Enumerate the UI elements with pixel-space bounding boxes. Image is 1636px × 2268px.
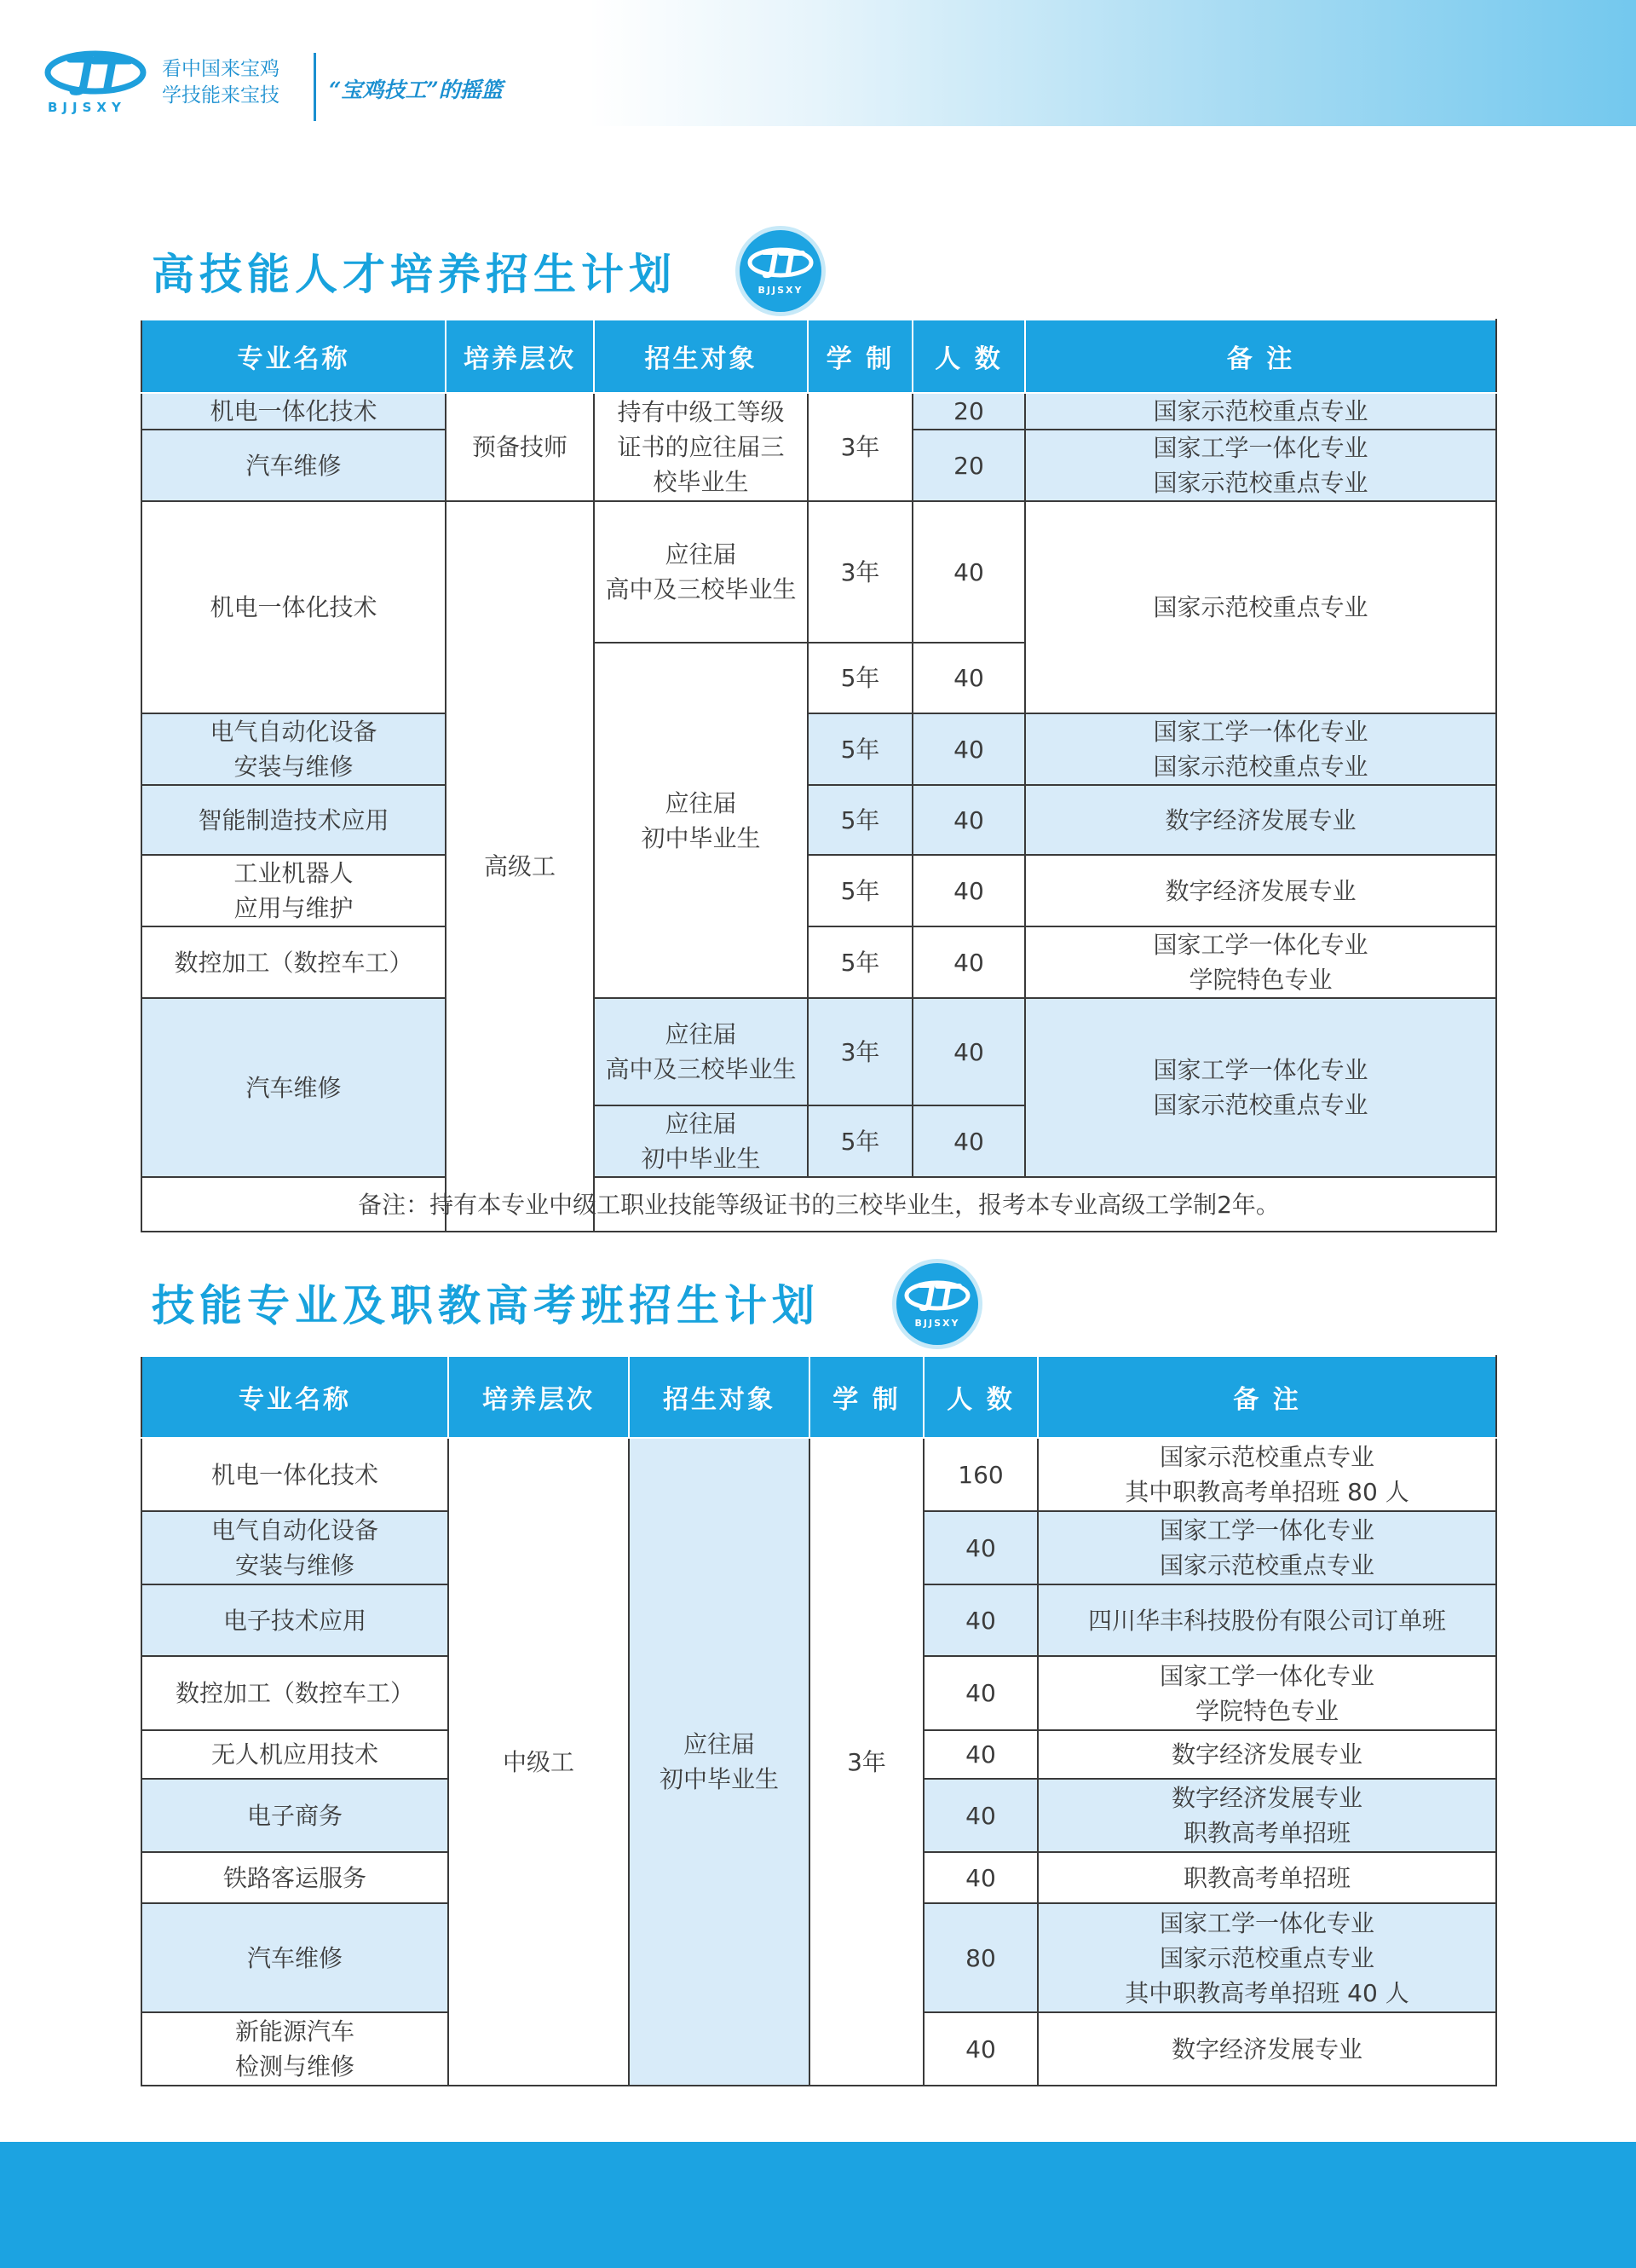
major-line: 电气自动化设备	[210, 1516, 378, 1544]
footer-bar	[0, 2142, 1636, 2268]
target-cell	[594, 501, 808, 643]
remark-line: 国家工学一体化专业	[1153, 1056, 1368, 1084]
slogan	[162, 56, 279, 109]
target-line: 应往届	[665, 1020, 737, 1048]
major-cell	[141, 855, 446, 926]
slogan-line-1: 看中国来宝鸡	[162, 58, 279, 80]
section2-badge	[896, 1263, 978, 1345]
count-cell: 40	[913, 855, 1025, 926]
count-cell: 160	[924, 1438, 1038, 1511]
major-cell: 数控加工（数控车工）	[141, 1656, 448, 1730]
table-row	[141, 713, 1496, 785]
target-line: 高中及三校毕业生	[605, 575, 797, 603]
table-header-row	[141, 320, 1496, 393]
remark-cell: 数字经济发展专业	[1038, 2012, 1496, 2086]
section2-table	[141, 1355, 1497, 2086]
header-level: 培养层次	[448, 1356, 629, 1438]
remark-line: 国家示范校重点专业	[1153, 753, 1368, 781]
major-cell: 数控加工（数控车工）	[141, 926, 446, 998]
section1-badge	[740, 230, 821, 312]
target-line: 高中及三校毕业生	[605, 1055, 797, 1083]
count-cell: 40	[913, 1105, 1025, 1177]
remark-line: 国家示范校重点专业	[1153, 1091, 1368, 1119]
count-cell: 20	[913, 430, 1025, 501]
table-row	[141, 393, 1496, 430]
count-cell: 20	[913, 393, 1025, 430]
target-line: 应往届	[665, 1110, 737, 1138]
major-cell: 电子商务	[141, 1779, 448, 1852]
remark-cell	[1038, 1656, 1496, 1730]
years-cell: 5年	[808, 855, 913, 926]
count-cell: 40	[924, 1656, 1038, 1730]
target-line: 证书的应往届三	[617, 433, 785, 461]
major-cell: 机电一体化技术	[141, 393, 446, 430]
target-cell	[594, 1105, 808, 1177]
remark-cell: 职教高考单招班	[1038, 1852, 1496, 1903]
remark-cell: 数字经济发展专业	[1025, 785, 1496, 855]
count-cell: 40	[913, 501, 1025, 643]
count-cell: 40	[924, 1852, 1038, 1903]
remark-line: 国家工学一体化专业	[1159, 1661, 1374, 1690]
major-cell: 机电一体化技术	[141, 501, 446, 713]
slogan-line-2: 学技能来宝技	[162, 84, 279, 107]
note-row	[141, 1177, 1496, 1232]
major-cell: 汽车维修	[141, 430, 446, 501]
major-line: 安装与维修	[233, 753, 354, 781]
major-cell: 铁路客运服务	[141, 1852, 448, 1903]
count-cell: 40	[924, 1584, 1038, 1656]
remark-line: 学院特色专业	[1189, 966, 1333, 994]
level-cell: 预备技师	[446, 393, 594, 501]
remark-line: 数字经济发展专业	[1171, 1784, 1362, 1812]
remark-cell	[1038, 1903, 1496, 2012]
remark-cell	[1025, 998, 1496, 1177]
school-logo	[44, 47, 150, 117]
table-row	[141, 501, 1496, 643]
header-divider	[314, 53, 316, 121]
count-cell: 40	[924, 1730, 1038, 1779]
level-cell: 中级工	[448, 1438, 629, 2086]
remark-line: 国家工学一体化专业	[1159, 1908, 1374, 1937]
remark-line: 国家示范校重点专业	[1153, 469, 1368, 497]
remark-cell	[1025, 713, 1496, 785]
major-line: 工业机器人	[233, 859, 354, 887]
major-cell: 汽车维修	[141, 998, 446, 1177]
major-cell	[141, 713, 446, 785]
badge-logo-icon	[740, 230, 821, 290]
years-cell: 5年	[808, 713, 913, 785]
remark-line: 职教高考单招班	[1183, 1819, 1351, 1847]
remark-cell	[1025, 430, 1496, 501]
badge-text: BJJSXY	[914, 1318, 960, 1329]
level-cell: 高级工	[446, 501, 594, 1232]
remark-cell	[1038, 1438, 1496, 1511]
major-cell: 无人机应用技术	[141, 1730, 448, 1779]
target-line: 校毕业生	[653, 468, 749, 496]
count-cell: 80	[924, 1903, 1038, 2012]
years-cell: 5年	[808, 926, 913, 998]
major-cell	[141, 2012, 448, 2086]
remark-cell: 国家示范校重点专业	[1025, 501, 1496, 713]
target-line: 初中毕业生	[659, 1765, 779, 1793]
target-cell	[629, 1438, 809, 2086]
major-cell: 智能制造技术应用	[141, 785, 446, 855]
remark-line: 国家示范校重点专业	[1159, 1551, 1374, 1579]
target-cell	[594, 998, 808, 1105]
remark-line: 其中职教高考单招班 80 人	[1125, 1478, 1409, 1506]
major-cell: 机电一体化技术	[141, 1438, 448, 1511]
target-cell	[594, 393, 808, 501]
major-line: 应用与维护	[233, 894, 354, 922]
remark-line: 国家示范校重点专业	[1159, 1443, 1374, 1471]
note-text: 备注：持有本专业中级工职业技能等级证书的三校毕业生，报考本专业高级工学制2年。	[141, 1177, 1496, 1232]
header-years: 学 制	[809, 1356, 924, 1438]
logo-mark-icon	[44, 47, 147, 100]
header-major: 专业名称	[141, 1356, 448, 1438]
remark-cell: 国家示范校重点专业	[1025, 393, 1496, 430]
section2-title: 技能专业及职教高考班招生计划	[152, 1281, 820, 1330]
logo-text: BJJSXY	[48, 100, 126, 115]
count-cell: 40	[913, 785, 1025, 855]
badge-logo-icon	[896, 1263, 978, 1323]
header-years: 学 制	[808, 320, 913, 393]
remark-line: 国家工学一体化专业	[1153, 718, 1368, 746]
years-cell: 3年	[808, 501, 913, 643]
remark-line: 其中职教高考单招班 40 人	[1125, 1978, 1409, 2007]
count-cell: 40	[924, 1779, 1038, 1852]
remark-cell	[1038, 1779, 1496, 1852]
section1-table	[141, 319, 1497, 1232]
major-line: 新能源汽车	[234, 2017, 354, 2046]
header-banner	[0, 0, 1636, 126]
table-row	[141, 998, 1496, 1105]
target-line: 初中毕业生	[641, 1145, 761, 1173]
remark-cell	[1038, 1511, 1496, 1584]
table-row	[141, 1438, 1496, 1511]
remark-line: 学院特色专业	[1195, 1696, 1339, 1725]
table-row	[141, 785, 1496, 855]
badge-text: BJJSXY	[758, 285, 804, 296]
major-cell: 汽车维修	[141, 1903, 448, 2012]
remark-line: 国家工学一体化专业	[1159, 1516, 1374, 1544]
count-cell: 40	[913, 713, 1025, 785]
years-cell: 3年	[809, 1438, 924, 2086]
target-line: 持有中级工等级	[617, 398, 785, 426]
remark-line: 国家示范校重点专业	[1159, 1943, 1374, 1972]
header-target: 招生对象	[594, 320, 808, 393]
years-cell: 5年	[808, 643, 913, 713]
target-line: 初中毕业生	[641, 823, 761, 852]
remark-line: 国家工学一体化专业	[1153, 931, 1368, 959]
remark-cell: 四川华丰科技股份有限公司订单班	[1038, 1584, 1496, 1656]
section1-title: 高技能人才培养招生计划	[152, 250, 677, 299]
header-remark: 备 注	[1038, 1356, 1496, 1438]
count-cell: 40	[924, 1511, 1038, 1584]
table-row	[141, 926, 1496, 998]
major-line: 安装与维修	[234, 1551, 354, 1579]
target-cell	[594, 643, 808, 998]
header-level: 培养层次	[446, 320, 594, 393]
remark-line: 国家工学一体化专业	[1153, 434, 1368, 462]
remark-cell: 数字经济发展专业	[1038, 1730, 1496, 1779]
years-cell: 3年	[808, 998, 913, 1105]
target-line: 应往届	[683, 1730, 755, 1758]
major-cell	[141, 1511, 448, 1584]
count-cell: 40	[924, 2012, 1038, 2086]
major-line: 检测与维修	[234, 2052, 354, 2080]
header-target: 招生对象	[629, 1356, 809, 1438]
years-cell: 3年	[808, 393, 913, 501]
years-cell: 5年	[808, 1105, 913, 1177]
count-cell: 40	[913, 643, 1025, 713]
motto: “宝鸡技工”的摇篮	[329, 78, 503, 102]
remark-cell	[1025, 926, 1496, 998]
major-line: 电气自动化设备	[210, 718, 377, 746]
header-count: 人 数	[924, 1356, 1038, 1438]
remark-cell: 数字经济发展专业	[1025, 855, 1496, 926]
header-remark: 备 注	[1025, 320, 1496, 393]
target-line: 应往届	[665, 540, 737, 568]
major-cell: 电子技术应用	[141, 1584, 448, 1656]
header-count: 人 数	[913, 320, 1025, 393]
table-header-row	[141, 1356, 1496, 1438]
count-cell: 40	[913, 998, 1025, 1105]
table-row	[141, 855, 1496, 926]
header-major: 专业名称	[141, 320, 446, 393]
target-line: 应往届	[665, 788, 737, 817]
years-cell: 5年	[808, 785, 913, 855]
count-cell: 40	[913, 926, 1025, 998]
